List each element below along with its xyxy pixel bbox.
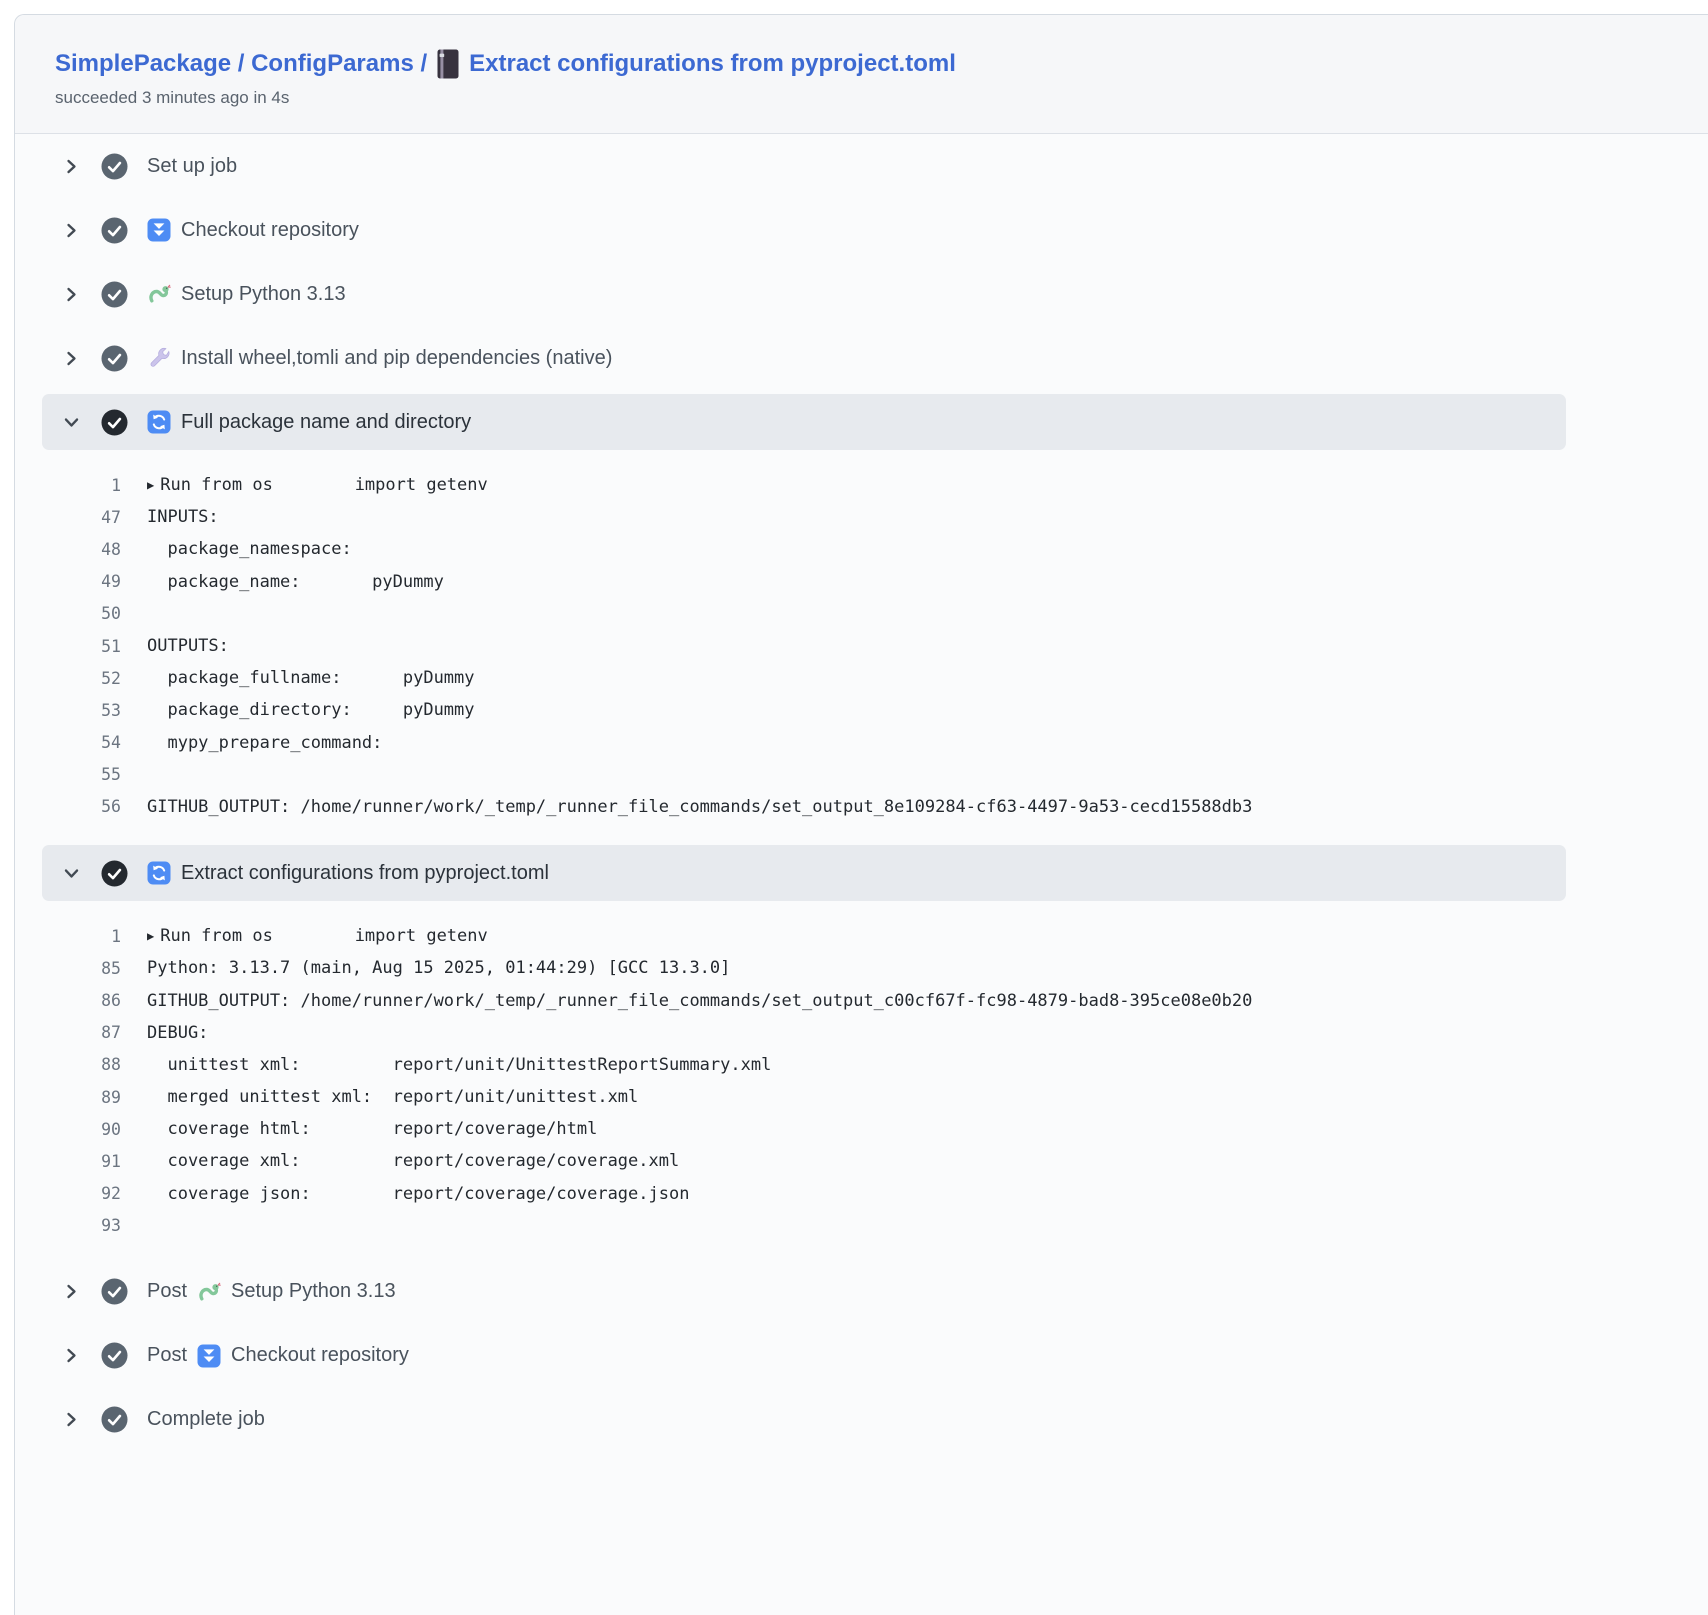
check-circle-icon bbox=[101, 153, 128, 180]
log-line bbox=[42, 791, 1566, 823]
step-row[interactable] bbox=[42, 326, 1566, 390]
log-line-number[interactable]: 56 bbox=[101, 797, 121, 817]
log-text: merged unittest xml: report/unit/unittest.xml bbox=[147, 1087, 639, 1108]
step-row[interactable] bbox=[42, 1260, 1566, 1324]
log-text: coverage json: report/coverage/coverage.json bbox=[147, 1183, 690, 1204]
python-icon bbox=[197, 1280, 221, 1304]
log-text: package_fullname: pyDummy bbox=[147, 668, 475, 689]
step-label: Checkout repository bbox=[181, 218, 359, 241]
step-prefix: Post bbox=[147, 1280, 188, 1303]
log-line bbox=[42, 1210, 1566, 1242]
log-text: package_name: pyDummy bbox=[147, 571, 444, 592]
log-line bbox=[42, 662, 1566, 694]
python-icon bbox=[147, 282, 171, 306]
log-line bbox=[42, 1145, 1566, 1177]
step-row[interactable] bbox=[42, 134, 1566, 198]
log-line-number[interactable]: 93 bbox=[101, 1216, 121, 1236]
log-line bbox=[42, 1017, 1566, 1049]
log-text: package_directory: pyDummy bbox=[147, 700, 475, 721]
log-line bbox=[42, 727, 1566, 759]
step-label: Full package name and directory bbox=[181, 410, 472, 433]
log-line bbox=[42, 920, 1566, 952]
step-header-expanded[interactable] bbox=[42, 394, 1566, 450]
step-row[interactable] bbox=[42, 262, 1566, 326]
job-header bbox=[15, 15, 1708, 134]
log-text: OUTPUTS: bbox=[147, 636, 229, 657]
log-line bbox=[42, 533, 1566, 565]
log-text: coverage xml: report/coverage/coverage.xml bbox=[147, 1151, 680, 1172]
log-line-number[interactable]: 52 bbox=[101, 668, 121, 688]
step-label: Setup Python 3.13 bbox=[231, 1280, 396, 1303]
step-label: Set up job bbox=[147, 154, 238, 177]
log-line bbox=[42, 630, 1566, 662]
log-line-number[interactable]: 86 bbox=[101, 991, 121, 1011]
log-text: GITHUB_OUTPUT: /home/runner/work/_temp/_runner_file_commands/set_output_c00cf67f-fc98-4879-bad8-395ce08e0b20 bbox=[147, 990, 1253, 1011]
step-log bbox=[42, 450, 1566, 841]
log-line-number[interactable]: 91 bbox=[101, 1151, 121, 1171]
log-line-number[interactable]: 48 bbox=[101, 539, 121, 559]
step-header-expanded[interactable] bbox=[42, 845, 1566, 901]
log-line bbox=[42, 694, 1566, 726]
log-line-number[interactable]: 47 bbox=[101, 507, 121, 527]
check-circle-icon bbox=[101, 1278, 128, 1305]
log-line bbox=[42, 1178, 1566, 1210]
chevron-right-icon[interactable] bbox=[63, 1347, 80, 1364]
step-row[interactable] bbox=[42, 1388, 1566, 1452]
check-circle-icon bbox=[101, 217, 128, 244]
log-text: Python: 3.13.7 (main, Aug 15 2025, 01:44:29) [GCC 13.3.0] bbox=[147, 958, 731, 979]
wrench-icon bbox=[147, 346, 171, 370]
log-line-number[interactable]: 1 bbox=[111, 926, 121, 946]
log-line-number[interactable]: 51 bbox=[101, 636, 121, 656]
checkout-icon bbox=[147, 218, 171, 242]
log-line bbox=[42, 759, 1566, 791]
log-text: Run from os import getenv bbox=[160, 926, 488, 947]
log-line-number[interactable]: 88 bbox=[101, 1055, 121, 1075]
log-text: DEBUG: bbox=[147, 1022, 209, 1043]
log-line-number[interactable]: 87 bbox=[101, 1023, 121, 1043]
log-line-number[interactable]: 50 bbox=[101, 604, 121, 624]
step-row[interactable] bbox=[42, 198, 1566, 262]
log-line-number[interactable]: 92 bbox=[101, 1184, 121, 1204]
log-line bbox=[42, 1049, 1566, 1081]
log-line-number[interactable]: 90 bbox=[101, 1119, 121, 1139]
steps-list bbox=[42, 134, 1566, 1452]
log-text: GITHUB_OUTPUT: /home/runner/work/_temp/_runner_file_commands/set_output_8e109284-cf63-4497-9a53-cecd15588db3 bbox=[147, 796, 1253, 817]
step-label: Complete job bbox=[147, 1408, 265, 1431]
chevron-right-icon[interactable] bbox=[63, 350, 80, 367]
page-title: Extract configurations from pyproject.toml bbox=[469, 50, 956, 77]
step-log bbox=[42, 901, 1566, 1260]
log-text: unittest xml: report/unit/UnittestReportSummary.xml bbox=[147, 1054, 772, 1075]
log-line bbox=[42, 598, 1566, 630]
log-text: package_namespace: bbox=[147, 539, 352, 560]
log-line bbox=[42, 1081, 1566, 1113]
chevron-right-icon[interactable] bbox=[63, 1283, 80, 1300]
log-line-number[interactable]: 53 bbox=[101, 700, 121, 720]
log-line bbox=[42, 1113, 1566, 1145]
chevron-right-icon[interactable] bbox=[63, 1411, 80, 1428]
log-text: INPUTS: bbox=[147, 507, 219, 528]
log-text: coverage html: report/coverage/html bbox=[147, 1119, 598, 1140]
chevron-down-icon[interactable] bbox=[63, 414, 80, 431]
step-prefix: Post bbox=[147, 1344, 188, 1367]
log-line-number[interactable]: 49 bbox=[101, 572, 121, 592]
check-circle-icon bbox=[101, 1406, 128, 1433]
log-line bbox=[42, 952, 1566, 984]
notebook-icon bbox=[437, 49, 459, 79]
run-toggle-icon[interactable]: ▶ bbox=[147, 929, 155, 944]
job-title-row bbox=[55, 49, 1684, 79]
checkout-icon bbox=[197, 1344, 221, 1368]
log-line bbox=[42, 469, 1566, 501]
job-log-panel bbox=[14, 14, 1708, 1615]
chevron-right-icon[interactable] bbox=[63, 286, 80, 303]
check-circle-icon bbox=[101, 409, 128, 436]
log-line bbox=[42, 984, 1566, 1016]
job-status-line: succeeded 3 minutes ago in 4s bbox=[55, 88, 290, 107]
step-label: Checkout repository bbox=[231, 1344, 409, 1367]
log-text: mypy_prepare_command: bbox=[147, 732, 383, 753]
breadcrumb[interactable]: SimplePackage / ConfigParams / bbox=[55, 50, 428, 77]
check-circle-icon bbox=[101, 345, 128, 372]
log-line-number[interactable]: 85 bbox=[101, 958, 121, 978]
step-label: Install wheel,tomli and pip dependencies (native) bbox=[181, 346, 613, 369]
log-line-number[interactable]: 54 bbox=[101, 733, 121, 753]
log-text: Run from os import getenv bbox=[160, 475, 488, 496]
step-label: Setup Python 3.13 bbox=[181, 282, 346, 305]
chevron-right-icon[interactable] bbox=[63, 158, 80, 175]
repeat-icon bbox=[147, 410, 171, 434]
chevron-right-icon[interactable] bbox=[63, 222, 80, 239]
log-line-number[interactable]: 55 bbox=[101, 765, 121, 785]
log-line bbox=[42, 501, 1566, 533]
run-toggle-icon[interactable]: ▶ bbox=[147, 478, 155, 493]
repeat-icon bbox=[147, 861, 171, 885]
chevron-down-icon[interactable] bbox=[63, 865, 80, 882]
log-line-number[interactable]: 1 bbox=[111, 475, 121, 495]
step-label: Extract configurations from pyproject.toml bbox=[181, 861, 549, 884]
check-circle-icon bbox=[101, 1342, 128, 1369]
log-line-number[interactable]: 89 bbox=[101, 1087, 121, 1107]
log-line bbox=[42, 566, 1566, 598]
check-circle-icon bbox=[101, 860, 128, 887]
check-circle-icon bbox=[101, 281, 128, 308]
step-row[interactable] bbox=[42, 1324, 1566, 1388]
